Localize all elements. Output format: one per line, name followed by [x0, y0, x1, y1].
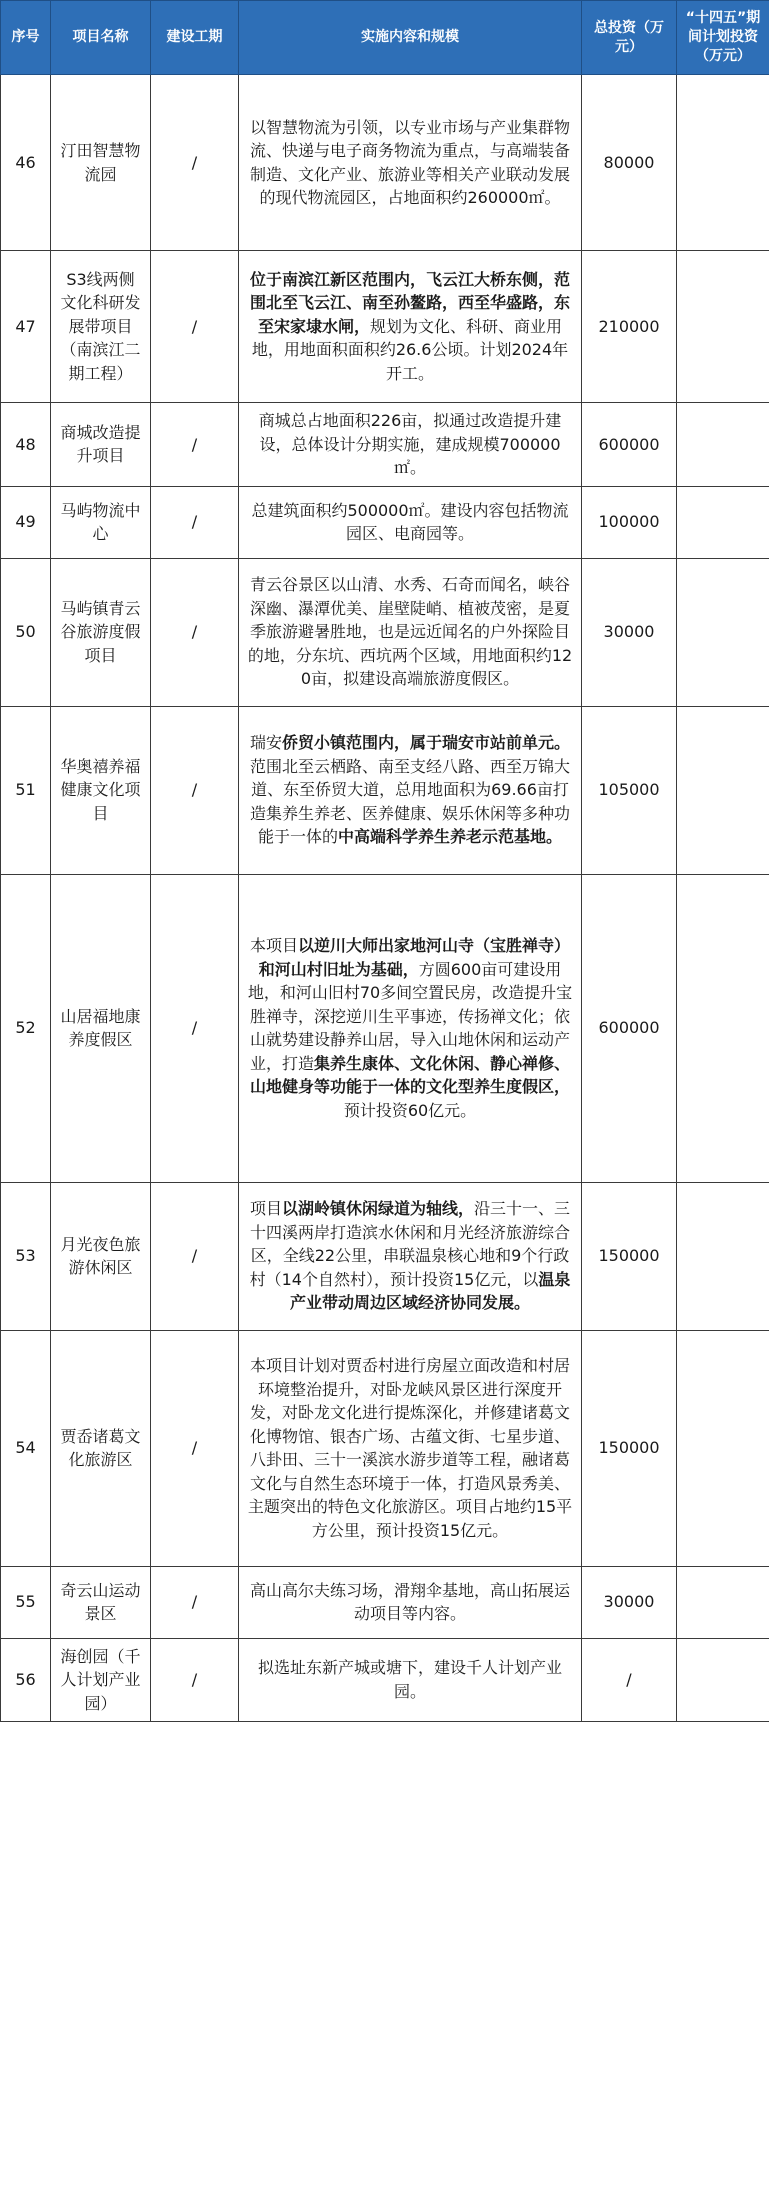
table-row [1, 251, 769, 403]
scope-highlight: 位于南滨江新区范围内，飞云江大桥东侧，范围北至飞云江、南至孙鳌路，西至华盛路，东至宋家埭水闸， [249, 269, 570, 336]
plan-investment [677, 1638, 769, 1722]
construction-period: / [151, 1182, 239, 1330]
plan-investment [677, 1566, 769, 1638]
scope-description [239, 251, 582, 403]
scope-description [239, 1330, 582, 1566]
row-number: 52 [1, 874, 51, 1182]
scope-highlight: 中高端科学养生养老示范基地。 [338, 827, 563, 847]
scope-highlight: 温泉产业带动周边区域经济协同发展。 [289, 1269, 571, 1313]
scope-text: 项目 [249, 1199, 282, 1219]
row-number: 50 [1, 558, 51, 706]
scope-text: 沿三十一、三十四溪两岸打造滨水休闲和月光经济旅游综合区，全线22公里，串联温泉核心地和9个行政村（14个自然村），预计投资15亿元，以 [249, 1199, 571, 1289]
table-header [1, 1, 769, 75]
project-name: 商城改造提升项目 [51, 403, 151, 487]
plan-investment [677, 403, 769, 487]
scope-description [239, 558, 582, 706]
total-investment: 80000 [582, 75, 677, 251]
construction-period: / [151, 251, 239, 403]
header-total-investment: 总投资（万元） [582, 1, 677, 75]
plan-investment [677, 1182, 769, 1330]
header-period: 建设工期 [151, 1, 239, 75]
table-row [1, 1330, 769, 1566]
row-number: 55 [1, 1566, 51, 1638]
table-row [1, 1566, 769, 1638]
scope-text: 方圆600亩可建设用地，和河山旧村70多间空置民房，改造提升宝胜禅寺，深挖逆川生平事迹，传扬禅文化；依山就势建设静养山居，导入山地休闲和运动产业，打造 [247, 959, 573, 1073]
table-row [1, 874, 769, 1182]
total-investment: 150000 [582, 1182, 677, 1330]
scope-text: 商城总占地面积226亩，拟通过改造提升建设，总体设计分期实施，建成规模700000㎡。 [258, 411, 562, 477]
scope-text: 范围北至云栖路、南至支经八路、西至万锦大道、东至侨贸大道，总用地面积为69.66亩打造集养生养老、医养健康、娱乐休闲等多种功能于一体的 [249, 756, 570, 847]
project-name: 奇云山运动景区 [51, 1566, 151, 1638]
scope-text: 青云谷景区以山清、水秀、石奇而闻名，峡谷深幽、瀑潭优美、崖壁陡峭、植被茂密，是夏季旅游避暑胜地，也是远近闻名的户外探险目的地，分东坑、西坑两个区域，用地面积约120亩，拟建设高端旅游度假区。 [247, 575, 573, 689]
table-row [1, 403, 769, 487]
total-investment: 210000 [582, 251, 677, 403]
scope-description [239, 1182, 582, 1330]
construction-period: / [151, 558, 239, 706]
construction-period: / [151, 706, 239, 874]
table-row [1, 75, 769, 251]
scope-highlight: 以湖岭镇休闲绿道为轴线， [281, 1199, 474, 1219]
header-name: 项目名称 [51, 1, 151, 75]
plan-investment [677, 251, 769, 403]
row-number: 54 [1, 1330, 51, 1566]
scope-text: 本项目计划对贾岙村进行房屋立面改造和村居环境整治提升，对卧龙峡风景区进行深度开发，对卧龙文化进行提炼深化，并修建诸葛文化博物馆、银杏广场、古蕴文街、七星步道、八卦田、三十一溪滨水游步道等工程，融诸葛文化与自然生态环境于一体，打造风景秀美、主题突出的特色文化旅游区。项目占地约15平方公里，预计投资15亿元。 [247, 1356, 573, 1540]
row-number: 46 [1, 75, 51, 251]
row-number: 53 [1, 1182, 51, 1330]
header-row [1, 1, 769, 75]
total-investment: 600000 [582, 874, 677, 1182]
header-no: 序号 [1, 1, 51, 75]
table-row [1, 706, 769, 874]
plan-investment [677, 75, 769, 251]
scope-text: 预计投资60亿元。 [343, 1100, 477, 1120]
plan-investment [677, 1330, 769, 1566]
total-investment: 30000 [582, 1566, 677, 1638]
project-name: 海创园（千人计划产业园） [51, 1638, 151, 1722]
table-row [1, 558, 769, 706]
plan-investment [677, 558, 769, 706]
scope-description [239, 706, 582, 874]
table-row [1, 1182, 769, 1330]
project-name: 月光夜色旅游休闲区 [51, 1182, 151, 1330]
scope-text: 以智慧物流为引领，以专业市场与产业集群物流、快递与电子商务物流为重点，与高端装备制造、文化产业、旅游业等相关产业联动发展的现代物流园区，占地面积约260000㎡。 [249, 117, 570, 207]
scope-text: 本项目 [249, 936, 298, 955]
scope-text: 拟选址东新产城或塘下，建设千人计划产业园。 [257, 1658, 562, 1701]
total-investment: 30000 [582, 558, 677, 706]
plan-investment [677, 874, 769, 1182]
scope-description [239, 75, 582, 251]
row-number: 49 [1, 486, 51, 558]
project-name: 贾岙诸葛文化旅游区 [51, 1330, 151, 1566]
table-row [1, 1638, 769, 1722]
row-number: 56 [1, 1638, 51, 1722]
total-investment: 150000 [582, 1330, 677, 1566]
total-investment: 600000 [582, 403, 677, 487]
construction-period: / [151, 1330, 239, 1566]
scope-description [239, 486, 582, 558]
plan-investment [677, 706, 769, 874]
scope-highlight: 侨贸小镇范围内，属于瑞安市站前单元。 [282, 733, 571, 753]
scope-highlight: 集养生康体、文化休闲、静心禅修、山地健身等功能于一体的文化型养生度假区， [249, 1053, 571, 1096]
construction-period: / [151, 1566, 239, 1638]
project-name: 汀田智慧物流园 [51, 75, 151, 251]
header-plan-investment: “十四五”期间计划投资（万元） [677, 1, 769, 75]
construction-period: / [151, 874, 239, 1182]
construction-period: / [151, 75, 239, 251]
project-name: 华奥禧养福健康文化项目 [51, 706, 151, 874]
construction-period: / [151, 1638, 239, 1722]
project-name: 马屿镇青云谷旅游度假项目 [51, 558, 151, 706]
row-number: 51 [1, 706, 51, 874]
header-scope: 实施内容和规模 [239, 1, 582, 75]
project-name: 山居福地康养度假区 [51, 874, 151, 1182]
total-investment: / [582, 1638, 677, 1722]
total-investment: 105000 [582, 706, 677, 874]
construction-period: / [151, 486, 239, 558]
construction-period: / [151, 403, 239, 487]
scope-description [239, 1638, 582, 1722]
scope-text: 规划为文化、科研、商业用地，用地面积面积约26.6公顷。计划2024年开工。 [251, 316, 569, 383]
row-number: 48 [1, 403, 51, 487]
table-row [1, 486, 769, 558]
project-name: S3线两侧文化科研发展带项目（南滨江二期工程） [51, 251, 151, 403]
table-body [1, 75, 769, 1722]
scope-text: 瑞安 [249, 733, 282, 753]
scope-description [239, 874, 582, 1182]
plan-investment [677, 486, 769, 558]
scope-text: 高山高尔夫练习场，滑翔伞基地，高山拓展运动项目等内容。 [249, 1580, 570, 1623]
scope-text: 总建筑面积约500000㎡。建设内容包括物流园区、电商园等。 [251, 500, 569, 543]
row-number: 47 [1, 251, 51, 403]
scope-description [239, 1566, 582, 1638]
scope-highlight: 以逆川大师出家地河山寺（宝胜禅寺）和河山村旧址为基础， [258, 936, 571, 979]
project-name: 马屿物流中心 [51, 486, 151, 558]
scope-description [239, 403, 582, 487]
total-investment: 100000 [582, 486, 677, 558]
